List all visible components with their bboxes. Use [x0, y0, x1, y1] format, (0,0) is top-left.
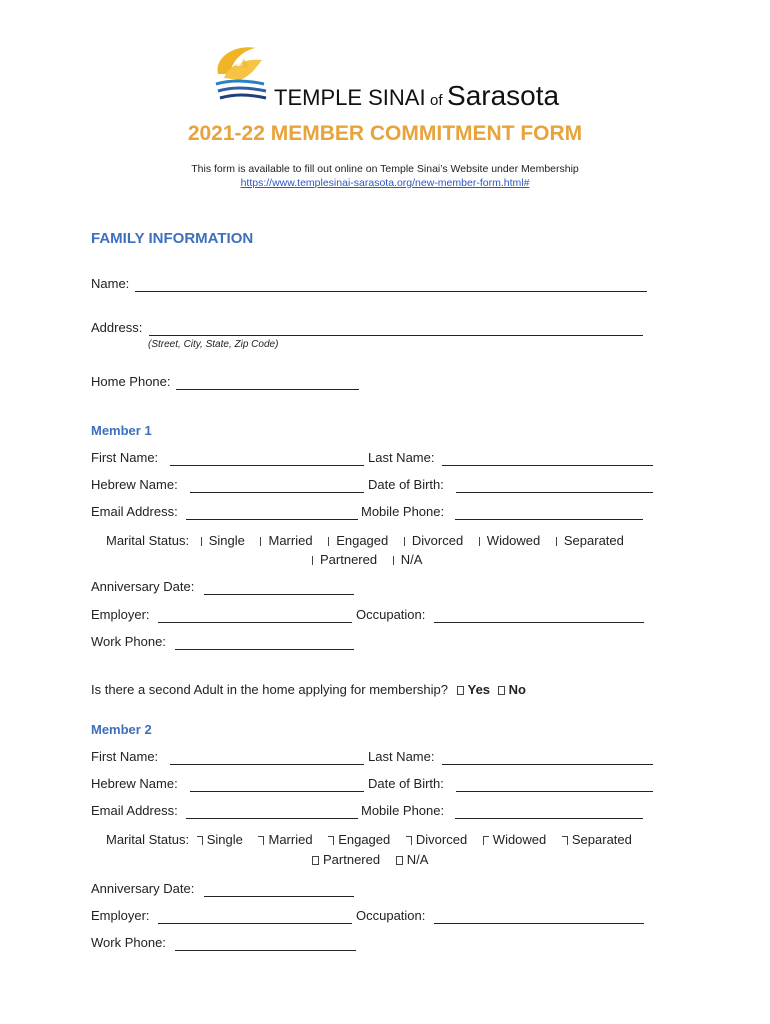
name-label: Name:	[91, 276, 130, 291]
m2-widowed-checkbox[interactable]	[483, 836, 489, 845]
m2-email-label: Email Address:	[91, 803, 178, 818]
m1-separated-checkbox[interactable]	[556, 537, 559, 546]
m1-employer-field[interactable]	[158, 622, 352, 623]
temple-logo-icon	[210, 44, 270, 106]
brand-city: Sarasota	[447, 80, 560, 111]
second-adult-row	[91, 682, 526, 697]
m2-hebrew-name-field[interactable]	[190, 791, 364, 792]
m1-email-field[interactable]	[186, 519, 358, 520]
m2-last-name-field[interactable]	[442, 764, 653, 765]
second-adult-no-label: No	[508, 682, 527, 697]
m1-partnered-label: Partnered	[320, 552, 378, 567]
m2-marital-row2	[312, 852, 428, 867]
m1-occupation-label: Occupation:	[356, 607, 426, 622]
m2-hebrew-name-label: Hebrew Name:	[91, 776, 178, 791]
second-adult-yes-checkbox[interactable]	[457, 686, 464, 695]
m2-email-field[interactable]	[186, 818, 358, 819]
m1-employer-label: Employer:	[91, 607, 150, 622]
m1-single-checkbox[interactable]	[201, 537, 204, 546]
m1-last-name-field[interactable]	[442, 465, 653, 466]
m2-dob-label: Date of Birth:	[368, 776, 444, 791]
m2-mobile-field[interactable]	[455, 818, 643, 819]
family-info-heading: FAMILY INFORMATION	[91, 230, 254, 247]
m1-dob-label: Date of Birth:	[368, 477, 444, 492]
m2-dob-field[interactable]	[456, 791, 653, 792]
second-adult-yes-label: Yes	[467, 682, 491, 697]
m2-married-checkbox[interactable]	[258, 836, 264, 845]
m1-anniversary-label: Anniversary Date:	[91, 579, 195, 594]
m2-partnered-checkbox[interactable]	[312, 856, 319, 865]
m1-hebrew-name-label: Hebrew Name:	[91, 477, 178, 492]
m2-na-label: N/A	[406, 852, 429, 867]
address-label: Address:	[91, 320, 143, 335]
m2-work-phone-field[interactable]	[175, 950, 356, 951]
m2-work-phone-label: Work Phone:	[91, 935, 166, 950]
m2-marital-row	[106, 832, 632, 847]
m1-first-name-field[interactable]	[170, 465, 364, 466]
m2-widowed-label: Widowed	[492, 832, 547, 847]
m2-separated-checkbox[interactable]	[562, 836, 568, 845]
m1-divorced-checkbox[interactable]	[404, 537, 407, 546]
member1-heading: Member 1	[91, 423, 152, 438]
m1-occupation-field[interactable]	[434, 622, 644, 623]
m2-first-name-field[interactable]	[170, 764, 364, 765]
m1-mobile-field[interactable]	[455, 519, 643, 520]
m2-mobile-label: Mobile Phone:	[361, 803, 445, 818]
m1-divorced-label: Divorced	[411, 533, 464, 548]
m1-first-name-label: First Name:	[91, 450, 159, 465]
m2-first-name-label: First Name:	[91, 749, 159, 764]
m2-single-label: Single	[206, 832, 243, 847]
m1-marital-row	[106, 533, 624, 548]
m1-marital-row2	[312, 552, 422, 567]
second-adult-question: Is there a second Adult in the home applying for membership?	[91, 682, 448, 697]
form-url-link[interactable]: https://www.templesinai-sarasota.org/new-member-form.html#	[240, 177, 530, 189]
m1-married-label: Married	[268, 533, 313, 548]
m2-employer-field[interactable]	[158, 923, 352, 924]
m1-last-name-label: Last Name:	[368, 450, 435, 465]
m1-hebrew-name-field[interactable]	[190, 492, 364, 493]
m2-employer-label: Employer:	[91, 908, 150, 923]
name-field[interactable]	[135, 291, 647, 292]
m1-single-label: Single	[208, 533, 245, 548]
brand-name	[274, 80, 559, 112]
second-adult-no-checkbox[interactable]	[498, 686, 505, 695]
m1-partnered-checkbox[interactable]	[312, 556, 315, 565]
m2-engaged-label: Engaged	[338, 832, 391, 847]
m1-engaged-label: Engaged	[336, 533, 389, 548]
m2-partnered-label: Partnered	[323, 852, 381, 867]
m1-email-label: Email Address:	[91, 504, 178, 519]
home-phone-field[interactable]	[176, 389, 359, 390]
m1-married-checkbox[interactable]	[260, 537, 263, 546]
m1-widowed-checkbox[interactable]	[479, 537, 482, 546]
m2-na-checkbox[interactable]	[396, 856, 403, 865]
m2-marital-label: Marital Status:	[106, 832, 190, 847]
home-phone-label: Home Phone:	[91, 374, 171, 389]
m2-anniversary-label: Anniversary Date:	[91, 881, 195, 896]
brand-prefix: TEMPLE SINAI	[274, 85, 426, 110]
m1-engaged-checkbox[interactable]	[328, 537, 331, 546]
m2-divorced-label: Divorced	[415, 832, 468, 847]
m2-occupation-label: Occupation:	[356, 908, 426, 923]
form-note: This form is available to fill out online on Temple Sinai’s Website under Membership	[191, 163, 579, 175]
m2-engaged-checkbox[interactable]	[328, 836, 334, 845]
m1-na-label: N/A	[400, 552, 423, 567]
m1-dob-field[interactable]	[456, 492, 653, 493]
m1-mobile-label: Mobile Phone:	[361, 504, 445, 519]
m1-anniversary-field[interactable]	[204, 594, 354, 595]
m2-last-name-label: Last Name:	[368, 749, 435, 764]
logo	[210, 44, 590, 110]
address-hint: (Street, City, State, Zip Code)	[148, 339, 279, 350]
form-title: 2021-22 MEMBER COMMITMENT FORM	[187, 122, 583, 145]
m1-work-phone-label: Work Phone:	[91, 634, 166, 649]
m2-single-checkbox[interactable]	[197, 836, 203, 845]
m2-anniversary-field[interactable]	[204, 896, 354, 897]
m1-widowed-label: Widowed	[486, 533, 541, 548]
m2-divorced-checkbox[interactable]	[406, 836, 412, 845]
m1-marital-label: Marital Status:	[106, 533, 190, 548]
m1-separated-label: Separated	[563, 533, 624, 548]
m2-occupation-field[interactable]	[434, 923, 644, 924]
m1-na-checkbox[interactable]	[393, 556, 396, 565]
member2-heading: Member 2	[91, 722, 152, 737]
m1-work-phone-field[interactable]	[175, 649, 354, 650]
address-field[interactable]	[149, 335, 643, 336]
brand-of: of	[430, 92, 443, 109]
m2-married-label: Married	[268, 832, 313, 847]
m2-separated-label: Separated	[571, 832, 632, 847]
